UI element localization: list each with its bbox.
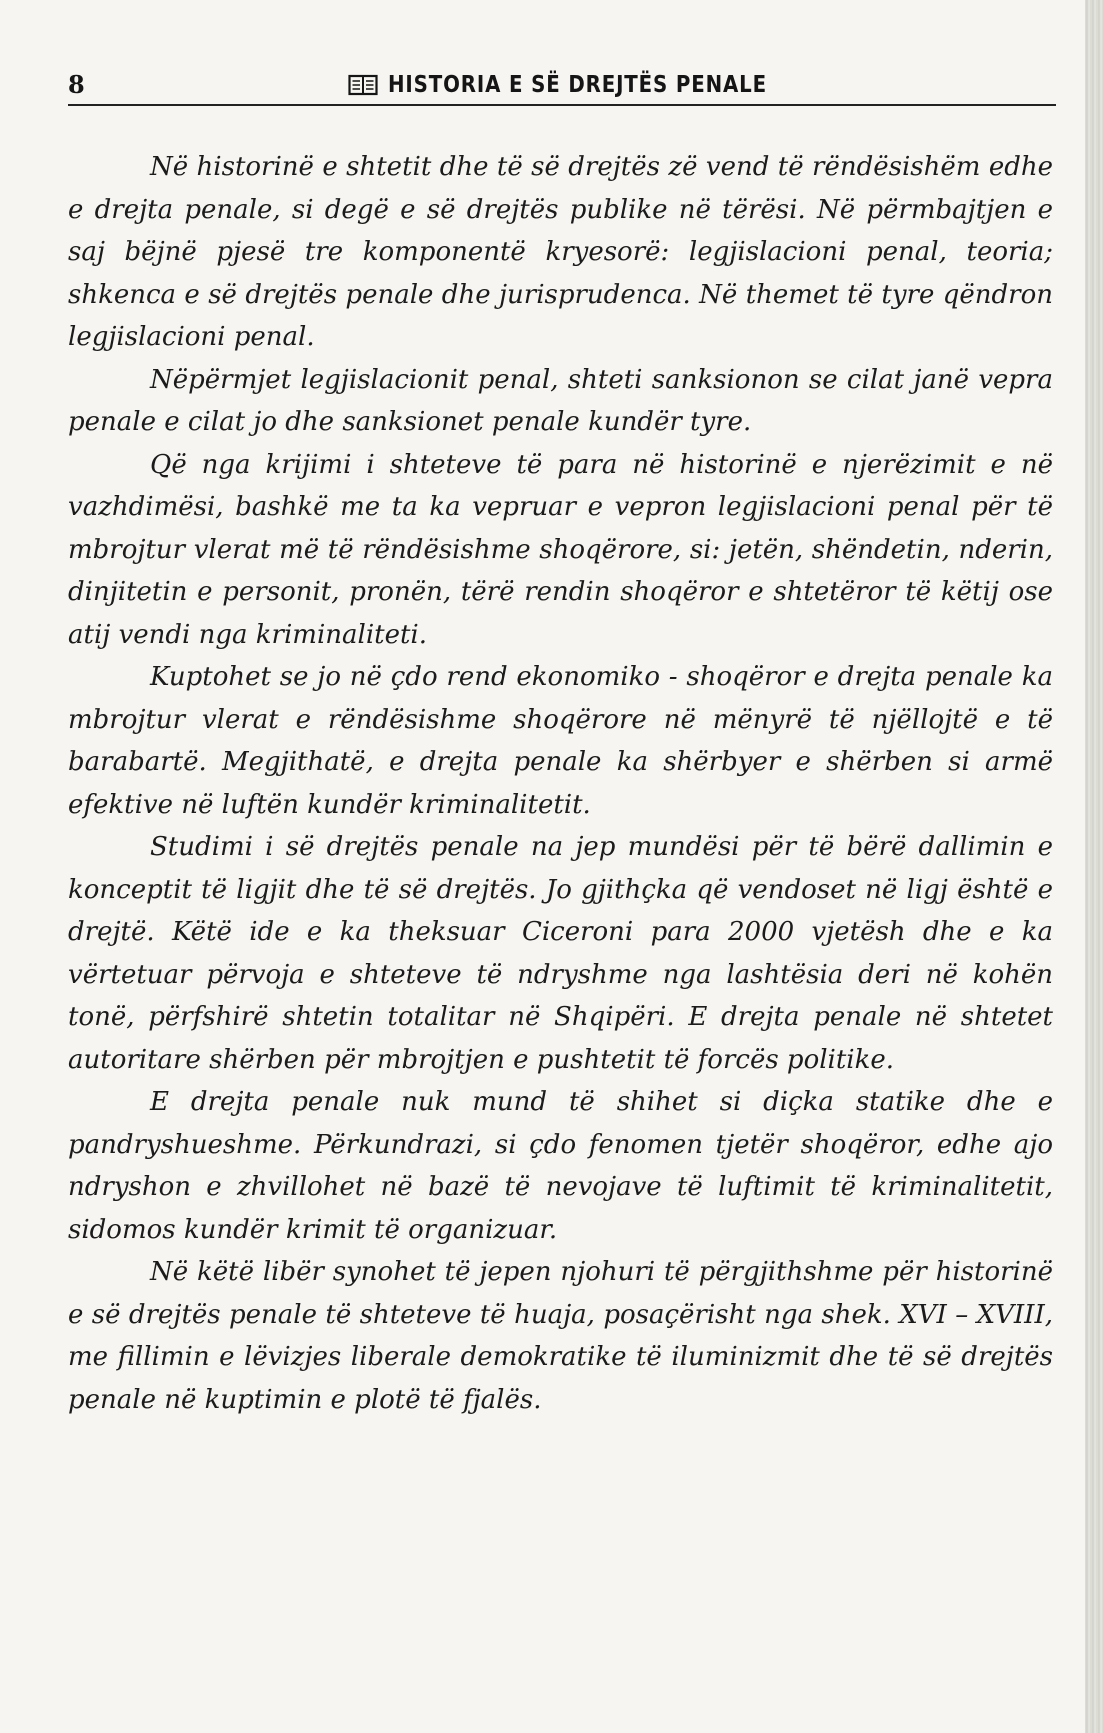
- page-header: [68, 66, 1056, 106]
- running-head: [348, 72, 829, 98]
- scan-edge-strip: [1085, 0, 1103, 1733]
- open-book-icon: [348, 74, 378, 96]
- paragraph-1: Në historinë e shtetit dhe të së drejtës zë vend të rëndësishëm edhe e drejta penale, si degë e së drejtës publike në tërësi. Në përmbajtjen e saj bëjnë pjesë tre komponentë kryesorë: legjislacioni penal, teoria; shkenca e së drejtës penale dhe jurisprudenca. Në themet të tyre qëndron legjislacioni penal.: [68, 152, 1053, 352]
- paragraph-7: Në këtë libër synohet të jepen njohuri të përgjithshme për historinë e së drejtës penale të shteteve të huaja, posaçërisht nga shek. XVI – XVIII, me fillimin e lëvizjes liberale demokratike të iluminizmit dhe të së drejtës penale në kuptimin e plotë të fjalës.: [68, 1257, 1053, 1415]
- page-number: 8: [68, 70, 85, 99]
- running-title: HISTORIA E SË DREJTËS PENALE: [388, 72, 768, 98]
- header-rule: [68, 104, 1056, 106]
- paragraph-4: Kuptohet se jo në çdo rend ekonomiko - shoqëror e drejta penale ka mbrojtur vlerat e rëndësishme shoqërore në mënyrë të njëllojtë e të barabartë. Megjithatë, e drejta penale ka shërbyer e shërben si armë efektive në luftën kundër kriminalitetit.: [68, 662, 1053, 820]
- paragraph-3: Që nga krijimi i shteteve të para në historinë e njerëzimit e në vazhdimësi, bashkë me ta ka vepruar e vepron legjislacioni penal për të mbrojtur vlerat më të rëndësishme shoqërore, si: jetën, shëndetin, nderin, dinjitetin e personit, pronën, tërë rendin shoqëror e shtetëror të këtij ose atij vendi nga kriminaliteti.: [68, 449, 1053, 650]
- paragraph-5: Studimi i së drejtës penale na jep mundësi për të bërë dallimin e konceptit të ligjit dhe të së drejtës. Jo gjithçka që vendoset në ligj është e drejtë. Këtë ide e ka theksuar Ciceroni para 2000 vjetësh dhe e ka vërtetuar përvoja e shteteve të ndryshme nga lashtësia deri në kohën tonë, përfshirë shtetin totalitar në Shqipëri. E drejta penale në shtetet autoritare shërben për mbrojtjen e pushtetit të forcës politike.: [68, 832, 1053, 1075]
- body-text: [68, 146, 1053, 1421]
- paragraph-2: Nëpërmjet legjislacionit penal, shteti sanksionon se cilat janë vepra penale e cilat jo dhe sanksionet penale kundër tyre.: [68, 364, 1053, 437]
- paragraph-6: E drejta penale nuk mund të shihet si diçka statike dhe e pandryshueshme. Përkundrazi, si çdo fenomen tjetër shoqëror, edhe ajo ndryshon e zhvillohet në bazë të nevojave të luftimit të kriminalitetit, sidomos kundër krimit të organizuar.: [68, 1087, 1053, 1245]
